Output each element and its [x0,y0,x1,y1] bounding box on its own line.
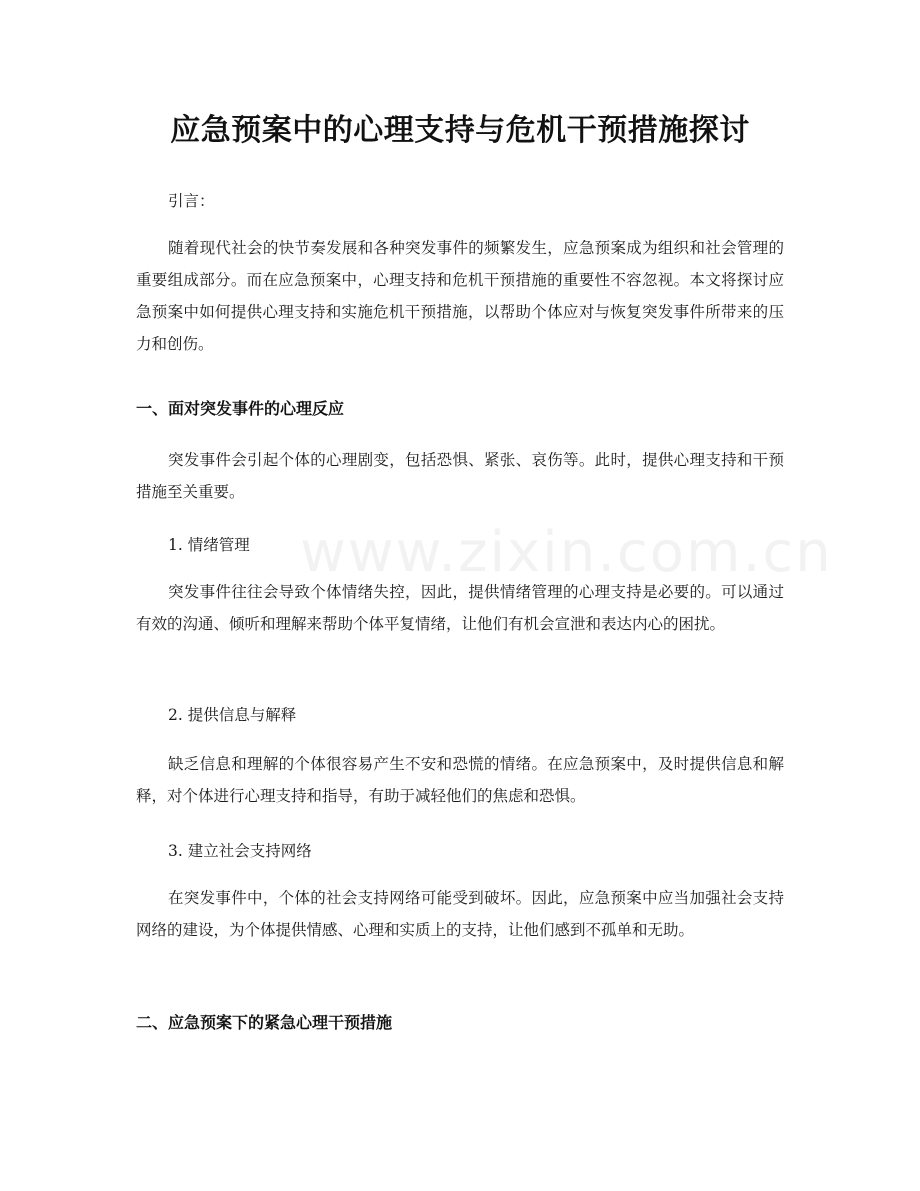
item1-label: 1. 情绪管理 [168,536,250,554]
section1-paragraph: 突发事件会引起个体的心理剧变，包括恐惧、紧张、哀伤等。此时，提供心理支持和干预措施至关重要。 [136,451,784,501]
section-heading-1: 一、面对突发事件的心理反应 [136,399,345,418]
item2-label: 2. 提供信息与解释 [168,706,297,724]
item3-label: 3. 建立社会支持网络 [168,842,312,860]
intro-paragraph: 随着现代社会的快节奏发展和各种突发事件的频繁发生，应急预案成为组织和社会管理的重要组成部分。而在应急预案中，心理支持和危机干预措施的重要性不容忽视。本文将探讨应急预案中如何提供心理支持和实施危机干预措施，以帮助个体应对与恢复突发事件所带来的压力和创伤。 [136,239,784,353]
item1-paragraph: 突发事件往往会导致个体情绪失控，因此，提供情绪管理的心理支持是必要的。可以通过有效的沟通、倾听和理解来帮助个体平复情绪，让他们有机会宣泄和表达内心的困扰。 [136,583,784,633]
item3-paragraph: 在突发事件中，个体的社会支持网络可能受到破坏。因此，应急预案中应当加强社会支持网络的建设，为个体提供情感、心理和实质上的支持，让他们感到不孤单和无助。 [136,889,784,939]
page-title: 应急预案中的心理支持与危机干预措施探讨 [170,113,750,148]
intro-label: 引言： [168,192,215,210]
section-heading-2: 二、应急预案下的紧急心理干预措施 [136,1013,393,1032]
item2-paragraph: 缺乏信息和理解的个体很容易产生不安和恐慌的情绪。在应急预案中，及时提供信息和解释，对个体进行心理支持和指导，有助于减轻他们的焦虑和恐惧。 [136,755,784,805]
watermark: www.zixin.com.cn [300,520,833,585]
